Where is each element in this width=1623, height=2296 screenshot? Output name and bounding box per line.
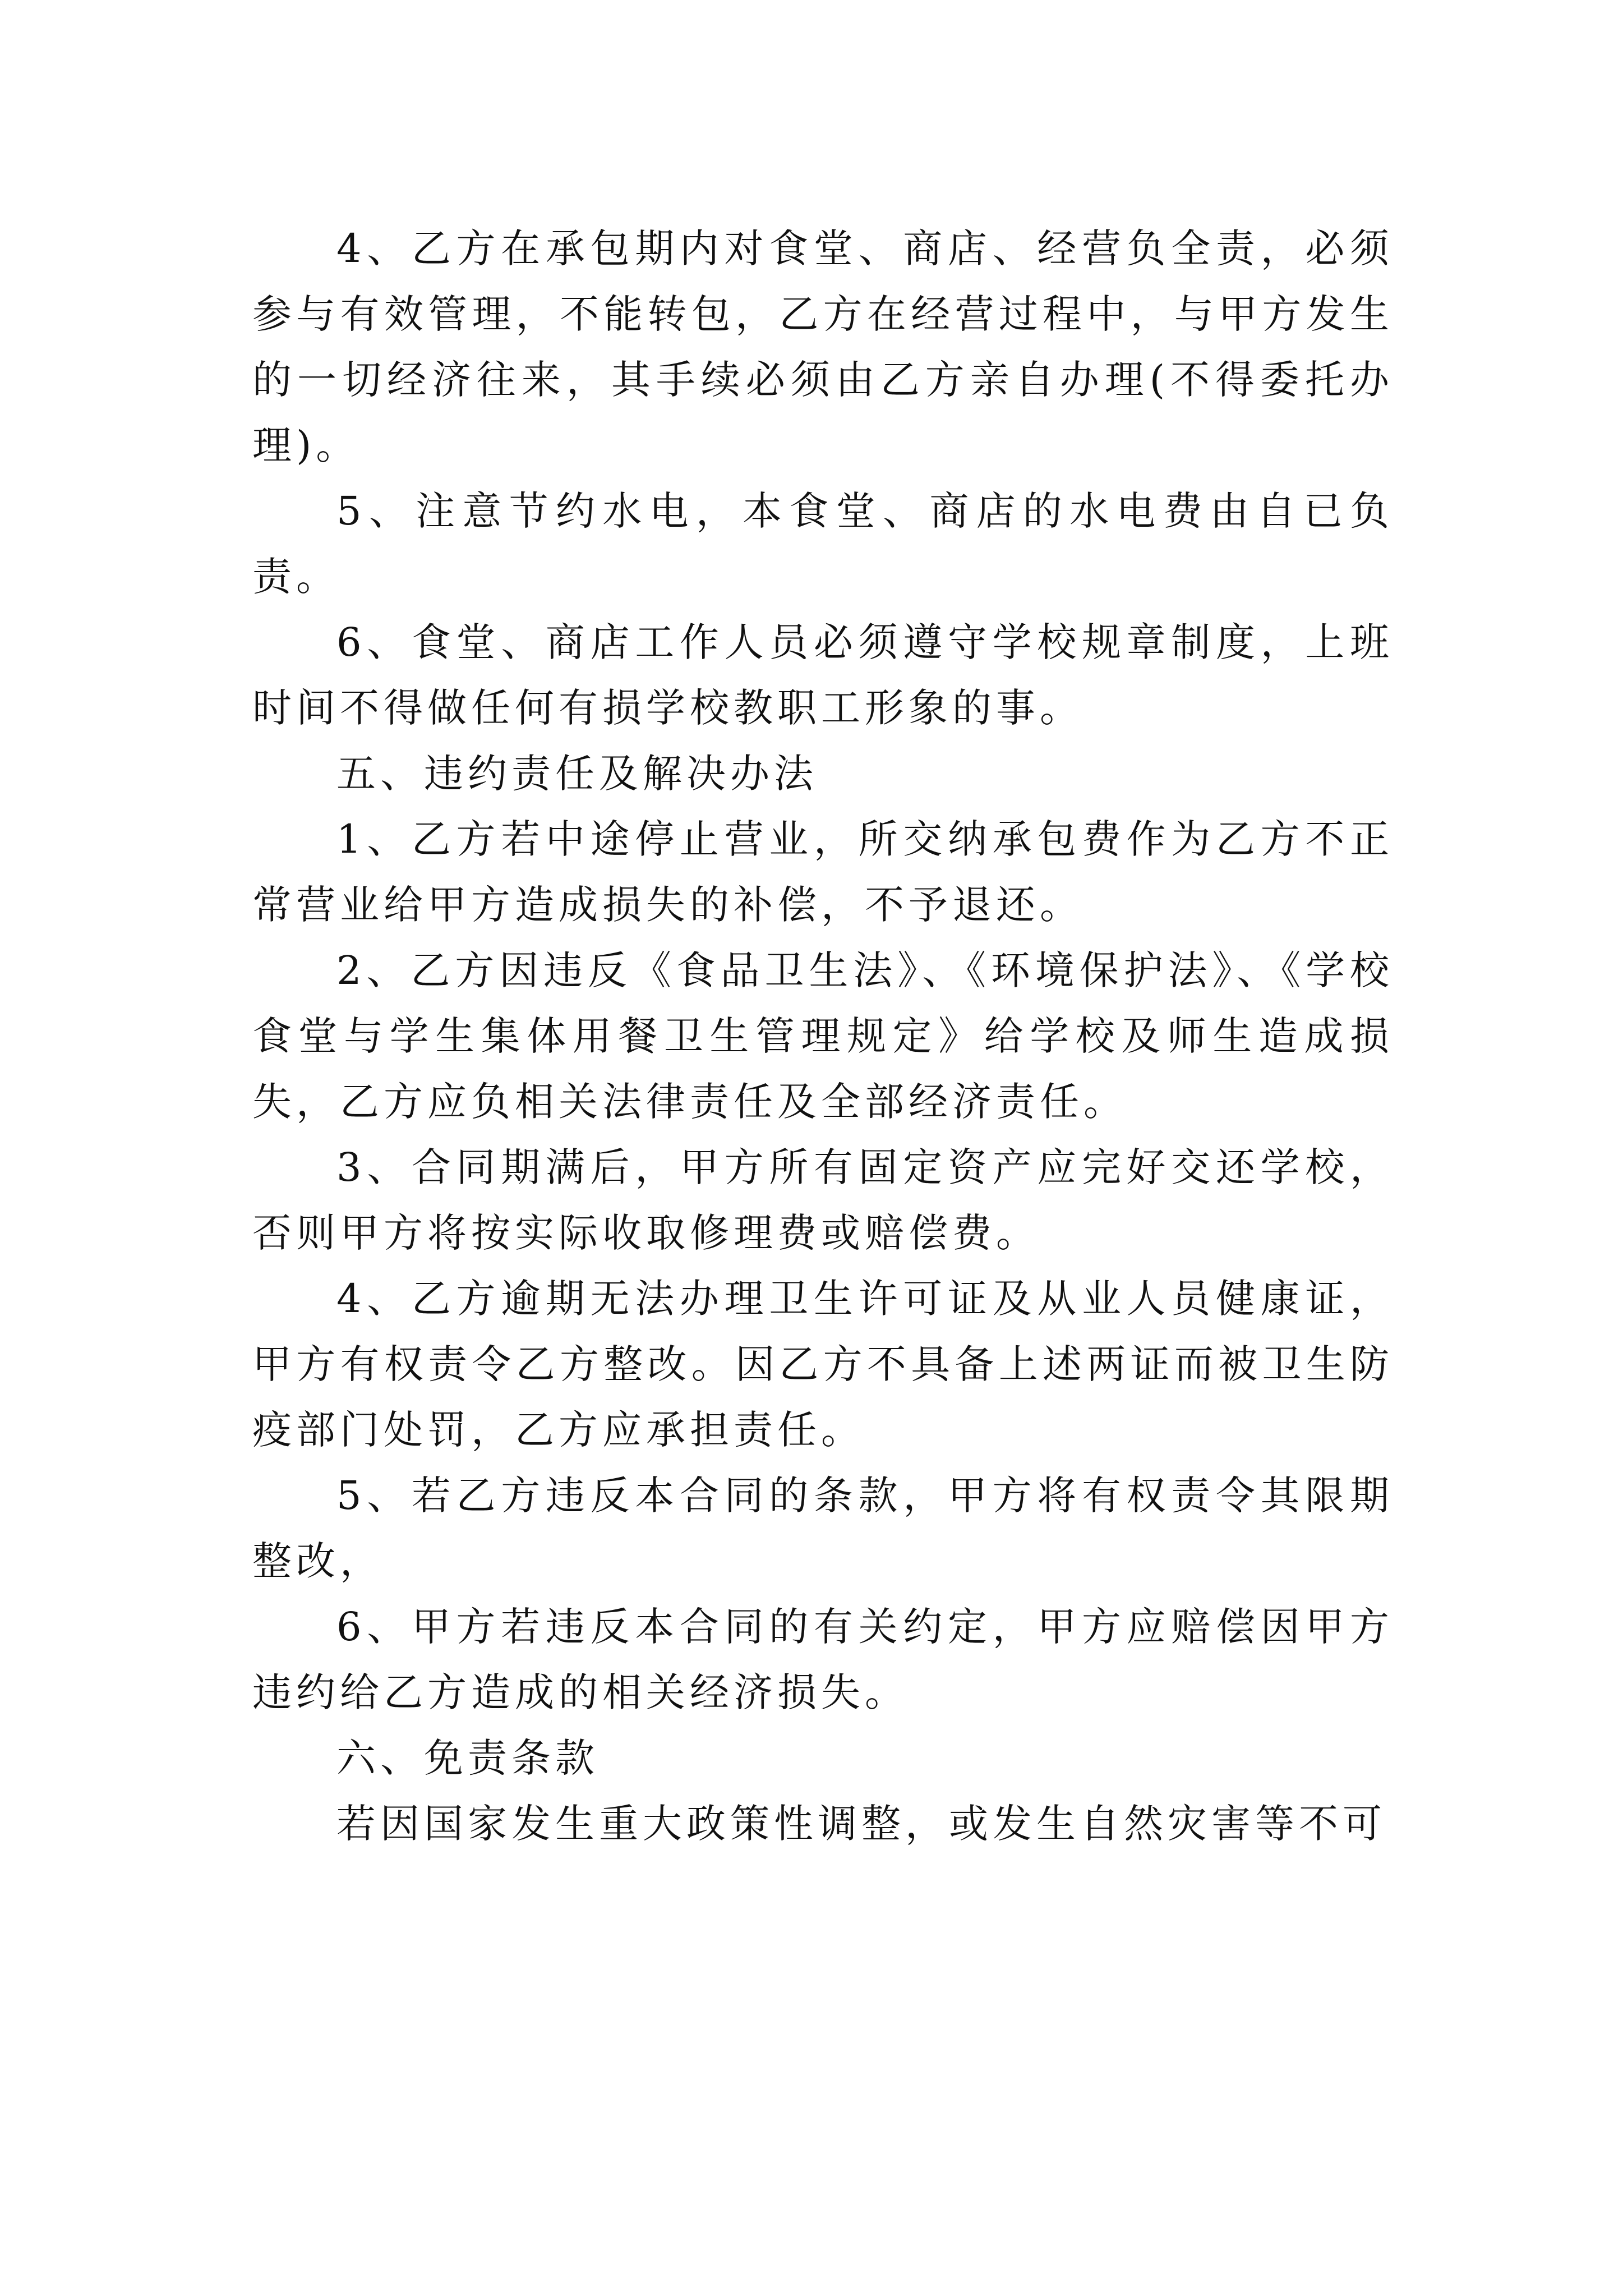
breach-clause-5: 5、若乙方违反本合同的条款，甲方将有权责令其限期整改，: [252, 1473, 1394, 1584]
clause-4-operation-responsibility: 4、乙方在承包期内对食堂、商店、经营负全责，必须参与有效管理，不能转包，乙方在经营过程中，与甲方发生的一切经济往来，其手续必须由乙方亲自办理(不得委托办理)。: [252, 226, 1394, 468]
section-heading-breach-liability: 五、违约责任及解决办法: [336, 751, 818, 797]
exemption-clause-1: 若因国家发生重大政策性调整，或发生自然灾害等不可: [336, 1801, 1386, 1847]
clause-6-staff-conduct: 6、食堂、商店工作人员必须遵守学校规章制度，上班时间不得做任何有损学校教职工形象的事。: [252, 619, 1394, 731]
breach-clause-1: 1、乙方若中途停止营业，所交纳承包费作为乙方不正常营业给甲方造成损失的补偿，不予退还。: [252, 816, 1394, 928]
breach-clause-6: 6、甲方若违反本合同的有关约定，甲方应赔偿因甲方违约给乙方造成的相关经济损失。: [252, 1604, 1394, 1715]
breach-clause-4: 4、乙方逾期无法办理卫生许可证及从业人员健康证，甲方有权责令乙方整改。因乙方不具备上述两证而被卫生防疫部门处罚，乙方应承担责任。: [252, 1276, 1394, 1453]
breach-clause-2: 2、乙方因违反《食品卫生法》、《环境保护法》、《学校食堂与学生集体用餐卫生管理规定》给学校及师生造成损失，乙方应负相关法律责任及全部经济责任。: [252, 947, 1394, 1125]
section-heading-exemption: 六、免责条款: [336, 1735, 599, 1781]
clause-5-utilities: 5、注意节约水电，本食堂、商店的水电费由自已负责。: [252, 488, 1394, 600]
breach-clause-3: 3、合同期满后，甲方所有固定资产应完好交还学校，否则甲方将按实际收取修理费或赔偿费。: [252, 1144, 1394, 1256]
document-page: [252, 216, 1394, 1857]
